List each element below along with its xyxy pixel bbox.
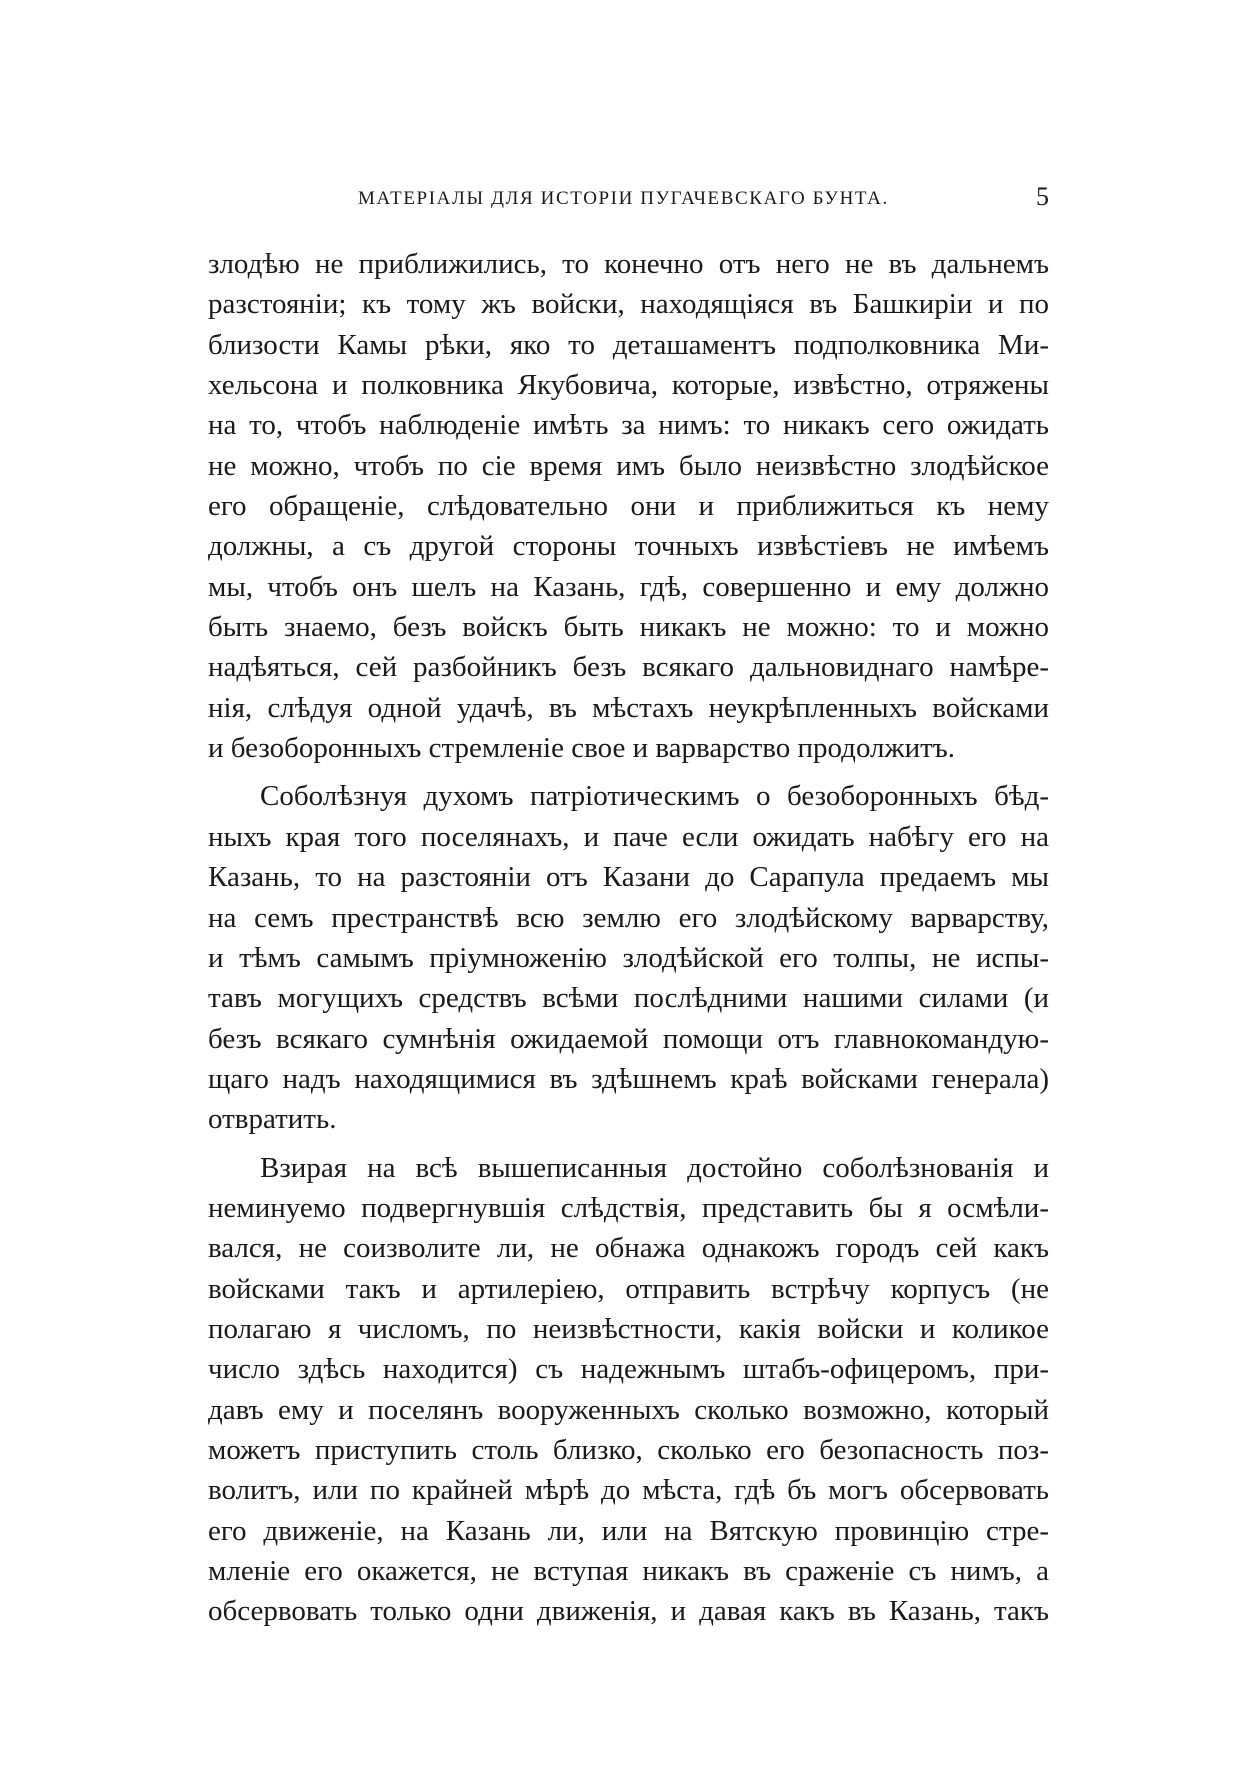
text-line: должны, а съ другой стороны точныхъ извѣстіевъ не имѣемъ [208, 530, 1049, 563]
paragraph-gap [208, 768, 1049, 776]
text-line: вался, не соизволите ли, не обнажа однакожъ городъ сей какъ [208, 1232, 1049, 1265]
text-line: нія, слѣдуя одной удачѣ, въ мѣстахъ неукрѣпленныхъ войсками [208, 691, 1049, 724]
text-line: и безоборонныхъ стремленіе свое и варварство продолжитъ. [208, 732, 956, 765]
text-line: Соболѣзнуя духомъ патріотическимъ о безоборонныхъ бѣд- [260, 780, 1049, 813]
text-line: неминуемо подвергнувшія слѣдствія, представить бы я осмѣли- [208, 1191, 1049, 1224]
text-line: быть знаемо, безъ войскъ быть никакъ не можно: то и можно [208, 611, 1049, 644]
text-line: близости Камы рѣки, яко то деташаментъ подполковника Ми- [208, 328, 1049, 361]
text-line: мленіе его окажется, не вступая никакъ въ сраженіе съ нимъ, а [208, 1555, 1049, 1587]
text-line: разстояніи; къ тому жъ войски, находящіяся въ Башкиріи и по [208, 288, 1049, 321]
text-line: тавъ могущихъ средствъ всѣми послѣдними нашими силами (и [208, 982, 1049, 1015]
body-text [208, 244, 1049, 1632]
text-line: полагаю я числомъ, по неизвѣстности, какія войски и коликое [208, 1312, 1049, 1345]
text-line: злодѣю не приближились, то конечно отъ него не въ дальнемъ [208, 248, 1049, 280]
paragraph-gap [208, 1140, 1049, 1148]
text-line: мы, чтобъ онъ шелъ на Казань, гдѣ, совершенно и ему должно [208, 570, 1049, 603]
text-line: щаго надъ находящимися въ здѣшнемъ краѣ войсками генерала) [208, 1062, 1049, 1095]
text-line: Взирая на всѣ вышеписанныя достойно соболѣзнованія и [260, 1151, 1049, 1184]
text-line: безъ всякаго сумнѣнія ожидаемой помощи отъ главнокомандую- [208, 1022, 1049, 1055]
text-line: на то, чтобъ наблюденіе имѣть за нимъ: то никакъ сего ожидать [208, 409, 1049, 442]
text-line: отвратить. [208, 1103, 337, 1136]
text-line: можетъ приступить столь близко, сколько его безопасность поз- [208, 1433, 1049, 1466]
text-line: войсками такъ и артилеріею, отправить встрѣчу корпусъ (не [208, 1272, 1049, 1305]
paragraph-1 [208, 244, 1049, 768]
paragraph-2 [208, 776, 1049, 1139]
text-line: ныхъ края того поселянахъ, и паче если ожидать набѣгу его на [208, 820, 1049, 853]
text-line: давъ ему и поселянъ вооруженныхъ сколько возможно, который [208, 1393, 1049, 1426]
text-line: Казань, то на разстояніи отъ Казани до Сарапула предаемъ мы [208, 861, 1049, 894]
text-line: волитъ, или по крайней мѣрѣ до мѣста, гдѣ бъ могъ обсервовать [208, 1474, 1049, 1507]
text-line: не можно, чтобъ по сіе время имъ было неизвѣстно злодѣйское [208, 449, 1049, 482]
text-line: его обращеніе, слѣдовательно они и приближиться къ нему [208, 490, 1049, 523]
paragraph-3 [208, 1148, 1049, 1632]
text-line: надѣяться, сей разбойникъ безъ всякаго дальновиднаго намѣре- [208, 651, 1049, 684]
page-number: 5 [1036, 182, 1049, 211]
text-line: его движеніе, на Казань ли, или на Вятскую провинцію стре- [208, 1514, 1049, 1547]
running-title: МАТЕРІАЛЫ ДЛЯ ИСТОРІИ ПУГАЧЕВСКАГО БУНТА. [358, 188, 889, 209]
text-line: на семъ престранствѣ всю землю его злодѣйскому варварству, [208, 901, 1049, 934]
running-header [208, 182, 1049, 216]
text-line: хельсона и полковника Якубовича, которые, извѣстно, отряжены [208, 369, 1049, 402]
text-line: число здѣсь находится) съ надежнымъ штабъ-офицеромъ, при- [208, 1353, 1049, 1386]
text-line: и тѣмъ самымъ пріумноженію злодѣйской его толпы, не испы- [208, 941, 1049, 974]
text-line: обсервовать только одни движенія, и давая какъ въ Казань, такъ [208, 1595, 1049, 1628]
